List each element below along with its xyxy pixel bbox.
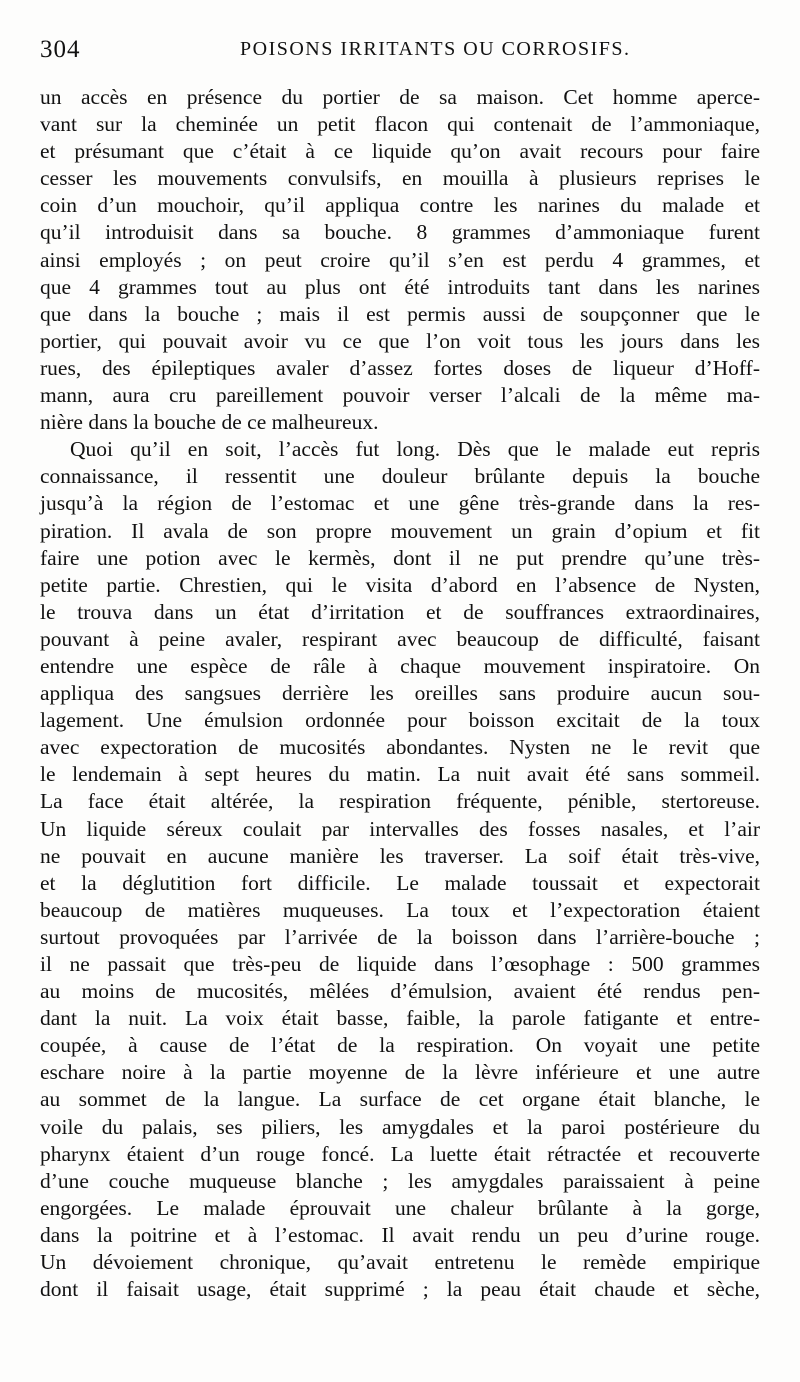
text-line: eschare noire à la partie moyenne de la lèvre inférieure et une autre: [40, 1060, 760, 1085]
text-line: lagement. Une émulsion ordonnée pour boisson excitait de la toux: [40, 708, 760, 733]
text-line: petite partie. Chrestien, qui le visita d’abord en l’absence de Nysten,: [40, 572, 760, 597]
text-line: dans la poitrine et à l’estomac. Il avait rendu un peu d’urine rouge.: [40, 1222, 760, 1247]
text-line: avec expectoration de mucosités abondantes. Nysten ne le revit que: [40, 735, 760, 760]
text-line: le lendemain à sept heures du matin. La nuit avait été sans sommeil.: [40, 762, 760, 787]
text-line: vant sur la cheminée un petit flacon qui contenait de l’ammoniaque,: [40, 112, 760, 137]
text-line: pharynx étaient d’un rouge foncé. La luette était rétractée et recouverte: [40, 1141, 760, 1166]
text-line: piration. Il avala de son propre mouvement un grain d’opium et fit: [40, 518, 760, 543]
text-line: dont il faisait usage, était supprimé ; la peau était chaude et sèche,: [40, 1277, 760, 1302]
text-line: au moins de mucosités, mêlées d’émulsion, avaient été rendus pen-: [40, 979, 760, 1004]
text-line: connaissance, il ressentit une douleur brûlante depuis la bouche: [40, 464, 760, 489]
text-line: portier, qui pouvait avoir vu ce que l’on voit tous les jours dans les: [40, 328, 760, 353]
text-line: Un dévoiement chronique, qu’avait entretenu le remède empirique: [40, 1250, 760, 1275]
text-line: appliqua des sangsues derrière les oreilles sans produire aucun sou-: [40, 681, 760, 706]
paragraph-end-line: nière dans la bouche de ce malheureux.: [40, 410, 379, 435]
text-line: dant la nuit. La voix était basse, faible, la parole fatigante et entre-: [40, 1006, 760, 1031]
text-line: coin d’un mouchoir, qu’il appliqua contre les narines du malade et: [40, 193, 760, 218]
running-title: POISONS IRRITANTS OU CORROSIFS.: [240, 38, 631, 60]
text-line: faire une potion avec le kermès, dont il ne put prendre qu’une très-: [40, 545, 760, 570]
text-line: ainsi employés ; on peut croire qu’il s’en est perdu 4 grammes, et: [40, 247, 760, 272]
text-line: ne pouvait en aucune manière les traverser. La soif était très-vive,: [40, 843, 760, 868]
text-line: voile du palais, ses piliers, les amygdales et la paroi postérieure du: [40, 1114, 760, 1139]
body-text: [40, 84, 760, 1303]
text-line: et présumant que c’était à ce liquide qu’on avait recours pour faire: [40, 139, 760, 164]
text-line: Un liquide séreux coulait par intervalles des fosses nasales, et l’air: [40, 816, 760, 841]
text-line: engorgées. Le malade éprouvait une chaleur brûlante à la gorge,: [40, 1195, 760, 1220]
text-line: beaucoup de matières muqueuses. La toux et l’expectoration étaient: [40, 897, 760, 922]
text-line: jusqu’à la région de l’estomac et une gêne très-grande dans la res-: [40, 491, 760, 516]
text-line: pouvant à peine avaler, respirant avec beaucoup de difficulté, faisant: [40, 626, 760, 651]
page-number: 304: [40, 36, 81, 63]
text-line: que 4 grammes tout au plus ont été introduits tant dans les narines: [40, 274, 760, 299]
text-line: coupée, à cause de l’état de la respiration. On voyait une petite: [40, 1033, 760, 1058]
text-line: le trouva dans un état d’irritation et de souffrances extraordinaires,: [40, 599, 760, 624]
text-line: entendre une espèce de râle à chaque mouvement inspiratoire. On: [40, 653, 760, 678]
text-line: au sommet de la langue. La surface de cet organe était blanche, le: [40, 1087, 760, 1112]
text-line: d’une couche muqueuse blanche ; les amygdales paraissaient à peine: [40, 1168, 760, 1193]
page-header: [40, 36, 760, 70]
text-line: et la déglutition fort difficile. Le malade toussait et expectorait: [40, 870, 760, 895]
text-line: que dans la bouche ; mais il est permis aussi de soupçonner que le: [40, 301, 760, 326]
text-line: rues, des épileptiques avaler d’assez fortes doses de liqueur d’Hoff-: [40, 355, 760, 380]
text-line: mann, aura cru pareillement pouvoir verser l’alcali de la même ma-: [40, 383, 760, 408]
text-line: un accès en présence du portier de sa maison. Cet homme aperce-: [40, 85, 760, 109]
text-line: qu’il introduisit dans sa bouche. 8 grammes d’ammoniaque furent: [40, 220, 760, 245]
text-line: surtout provoquées par l’arrivée de la boisson dans l’arrière-bouche ;: [40, 924, 760, 949]
text-line: cesser les mouvements convulsifs, en mouilla à plusieurs reprises le: [40, 166, 760, 191]
text-line: il ne passait que très-peu de liquide dans l’œsophage : 500 grammes: [40, 952, 760, 976]
text-line: La face était altérée, la respiration fréquente, pénible, stertoreuse.: [40, 789, 760, 814]
paragraph-start-line: Quoi qu’il en soit, l’accès fut long. Dès que le malade eut repris: [70, 437, 760, 462]
